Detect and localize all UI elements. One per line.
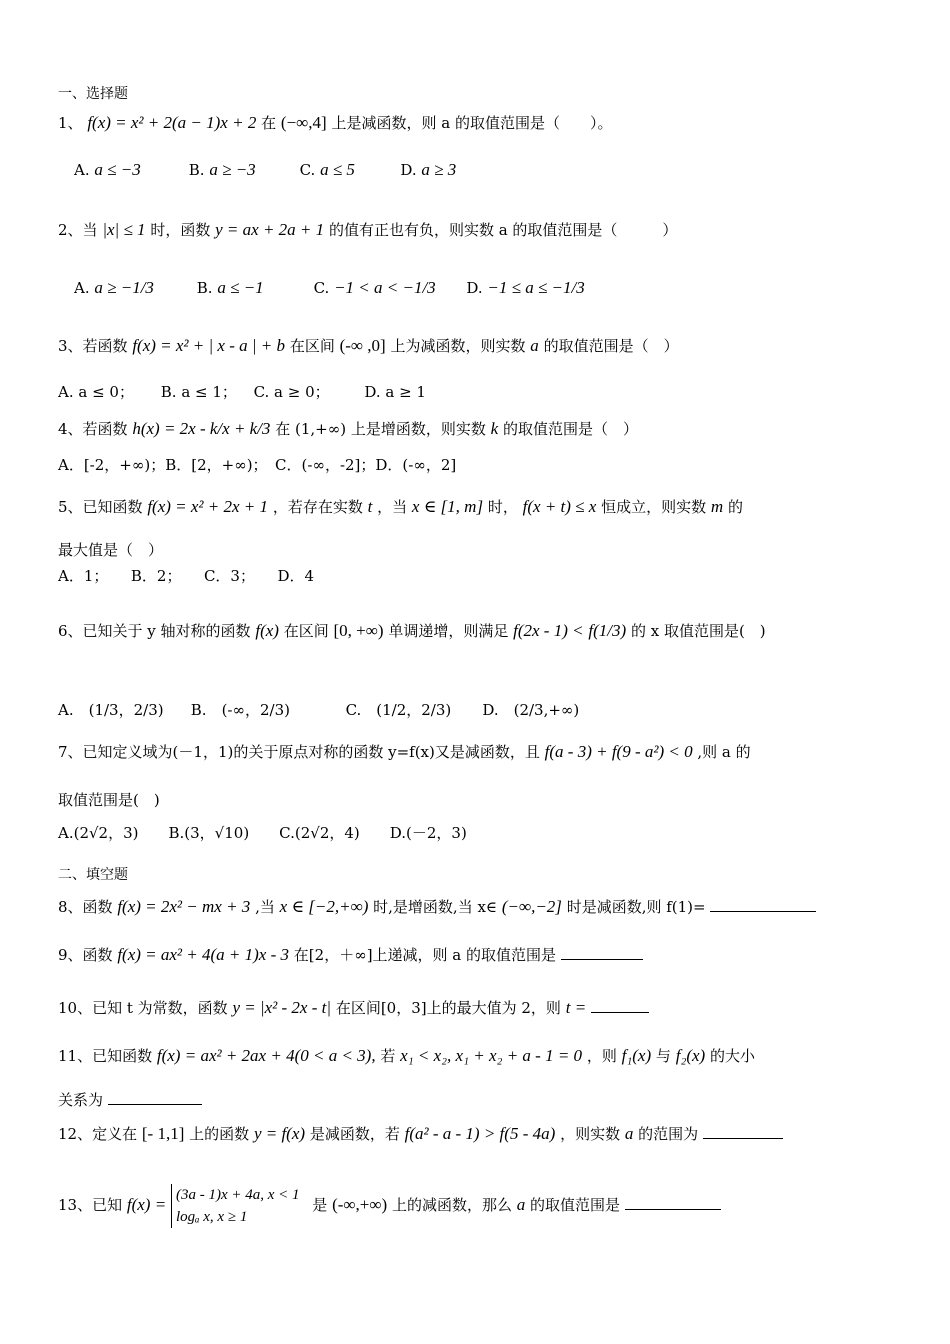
question-12: [58, 1124, 910, 1144]
q8-condition-1: x ∈ [−2,+∞): [279, 897, 369, 916]
q4-options: A．[-2，+∞)；B．[2，+∞)； C．(-∞，-2]；D．(-∞，2]: [58, 456, 457, 474]
q7-tail: ,则 a 的: [697, 743, 751, 761]
q11-text-3: 与: [655, 1047, 671, 1065]
section-heading-fill: 二、填空题: [58, 867, 128, 883]
q13-var: a: [516, 1195, 526, 1214]
q3-opt-b: B. a ≤ 1；: [160, 383, 237, 401]
question-3: [58, 336, 910, 356]
q4-number: 4、若函数: [58, 420, 128, 438]
q6-inequality-right: f(1/3): [588, 621, 627, 640]
q1-number: 1、: [58, 114, 83, 132]
q5-text-2: ，当: [377, 498, 408, 516]
question-10: [58, 998, 910, 1018]
q9-tail: 在[2，＋∞]上递减，则 a 的取值范围是: [293, 946, 557, 964]
q11-condition: x₁ < x₂, x₁ + x₂ + a - 1 = 0: [400, 1046, 583, 1065]
q1-opt-d-label: D.: [400, 161, 417, 179]
question-5: [58, 497, 910, 517]
q9-formula: f(x) = ax² + 4(a + 1)x - 3: [117, 945, 290, 964]
q5-formula: f(x) = x² + 2x + 1: [147, 497, 269, 516]
q6-text-2: 单调递增，则满足: [388, 622, 509, 640]
q3-var: a: [530, 336, 539, 355]
q12-var: a: [624, 1124, 634, 1143]
q8-answer-blank[interactable]: [710, 897, 816, 912]
q3-number: 3、若函数: [58, 337, 128, 355]
q5-text-1: ，若存在实数: [272, 498, 363, 516]
q13-case-1: (3a - 1)x + 4a, x < 1: [175, 1187, 300, 1203]
q11-f1: f₁(x): [621, 1046, 652, 1065]
q3-opt-d: D. a ≥ 1: [364, 383, 426, 401]
q6-mid: 在区间: [283, 622, 329, 640]
q11-text-2: ，则: [586, 1047, 617, 1065]
q7-options: A.(2√2，3) B.(3，√10) C.(2√2，4) D.(－2，3): [58, 824, 467, 842]
q1-options: [74, 160, 910, 180]
q12-answer-blank[interactable]: [703, 1124, 783, 1139]
q6-tail: 的 x 取值范围是( ): [630, 622, 766, 640]
q3-opt-a: A. a ≤ 0；: [58, 383, 134, 401]
q13-number: 13、已知: [58, 1196, 123, 1214]
q2-options: [74, 278, 910, 298]
q11-f2: f₂(x): [675, 1046, 706, 1065]
q10-answer-blank[interactable]: [591, 998, 649, 1013]
q13-function: f(x) =: [126, 1195, 167, 1214]
q8-number: 8、函数: [58, 898, 113, 916]
q2-opt-a: a ≥ −1/3: [94, 278, 154, 297]
q3-text: 上为减函数，则实数: [390, 337, 526, 355]
q1-opt-d: a ≥ 3: [421, 160, 457, 179]
q2-mid: 时，函数: [150, 221, 211, 239]
q2-opt-d-label: D.: [466, 279, 483, 297]
q5-number: 5、已知函数: [58, 498, 143, 516]
q13-text-1: 是: [312, 1196, 328, 1214]
q3-opt-c: C. a ≥ 0；: [253, 383, 330, 401]
q6-opt-b: B. (-∞，2/3): [190, 701, 290, 719]
q6-interval: [0, +∞): [333, 621, 384, 640]
q1-opt-c-label: C.: [299, 161, 316, 179]
q2-formula: y = ax + 2a + 1: [215, 220, 325, 239]
q8-text-2: 时,是增函数,当 x∈: [373, 898, 498, 916]
q13-tail-2: 的取值范围是: [530, 1196, 621, 1214]
q5-var-t: t: [367, 497, 373, 516]
q10-tail: 在区间[0，3]上的最大值为 2，则: [335, 999, 561, 1017]
q9-number: 9、函数: [58, 946, 113, 964]
section-heading-choice: 一、选择题: [58, 86, 128, 102]
q1-mid: 在: [261, 114, 277, 132]
q2-condition: |x| ≤ 1: [102, 220, 146, 239]
q6-inequality-left: f(2x - 1) <: [513, 621, 584, 640]
q3-mid: 在区间: [289, 337, 335, 355]
q8-text-1: ,当: [255, 898, 275, 916]
question-8: [58, 897, 910, 917]
q2-opt-a-label: A.: [74, 279, 90, 297]
q1-opt-b-label: B.: [188, 161, 205, 179]
question-7: [58, 742, 910, 762]
q12-formula: y = f(x): [253, 1124, 306, 1143]
question-9: [58, 945, 910, 965]
q12-text-1: 上的函数: [189, 1125, 250, 1143]
q5-inequality: f(x + t) ≤ x: [522, 497, 597, 516]
q2-opt-b: a ≤ −1: [217, 278, 264, 297]
q5-text-5: 的: [727, 498, 743, 516]
q13-interval: (-∞,+∞): [332, 1195, 388, 1214]
q6-opt-c: C. (1/2，2/3): [345, 701, 452, 719]
q1-opt-a: a ≤ −3: [94, 160, 141, 179]
q13-answer-blank[interactable]: [625, 1195, 721, 1210]
q12-text-2: 是减函数，若: [309, 1125, 400, 1143]
question-6: [58, 621, 910, 641]
q6-options: [58, 700, 910, 720]
q5-options: A．1； B．2； C．3； D．4: [58, 567, 315, 585]
q1-opt-a-label: A.: [74, 161, 90, 179]
q8-tail: 时是减函数,则 f(1)=: [566, 898, 706, 916]
q13-piecewise: [171, 1184, 300, 1228]
q2-text: 的值有正也有负，则实数 a 的取值范围是（ ）: [328, 221, 678, 239]
q7-inequality: f(a - 3) + f(9 - a²) < 0: [544, 742, 693, 761]
question-13: [58, 1184, 910, 1228]
q5-condition: x ∈ [1, m]: [411, 497, 484, 516]
q10-formula: y = |x² - 2x - t|: [232, 998, 332, 1017]
q6-function: f(x): [255, 621, 279, 640]
q8-condition-2: (−∞,−2]: [501, 897, 562, 916]
q6-opt-d: D. (2/3,+∞): [482, 701, 580, 719]
q1-interval: (−∞,4]: [280, 113, 327, 132]
q11-answer-blank[interactable]: [108, 1090, 202, 1105]
question-1: [58, 113, 910, 133]
question-4: [58, 419, 910, 439]
q7-text: 7、已知定义域为(－1，1)的关于原点对称的函数 y=f(x)又是减函数，且: [58, 743, 540, 761]
q13-case-2: logₐ x, x ≥ 1: [175, 1209, 248, 1225]
q12-tail: 的范围为: [638, 1125, 699, 1143]
q5-line-2: 最大值是（ ）: [58, 541, 164, 559]
q5-text-3: 时，: [487, 498, 518, 516]
q2-opt-d: −1 ≤ a ≤ −1/3: [487, 278, 585, 297]
q4-formula: h(x) = 2x - k/x + k/3: [132, 419, 271, 438]
q2-number: 2、当: [58, 221, 98, 239]
q1-text: 上是减函数，则 a 的取值范围是（ ）。: [331, 114, 613, 132]
q4-mid: 在 (1,+∞) 上是增函数，则实数: [275, 420, 486, 438]
q2-opt-b-label: B.: [196, 279, 213, 297]
q11-formula: f(x) = ax² + 2ax + 4(0 < a < 3),: [156, 1046, 376, 1065]
q7-line-2: 取值范围是( ): [58, 791, 160, 809]
q13-tail: 上的减函数，那么: [391, 1196, 512, 1214]
q12-text-3: ，则实数: [560, 1125, 621, 1143]
question-11: [58, 1046, 910, 1066]
q10-var: t =: [565, 998, 587, 1017]
q6-number: 6、已知关于 y 轴对称的函数: [58, 622, 251, 640]
q11-line-2-text: 关系为: [58, 1091, 104, 1109]
q11-line-2: [58, 1090, 910, 1110]
q8-formula: f(x) = 2x² − mx + 3: [117, 897, 251, 916]
q3-options: [58, 382, 910, 402]
q1-formula: f(x) = x² + 2(a − 1)x + 2: [87, 113, 257, 132]
q3-tail: 的取值范围是（ ）: [543, 337, 679, 355]
q11-number: 11、已知函数: [58, 1047, 153, 1065]
q11-text-4: 的大小: [710, 1047, 756, 1065]
q2-opt-c-label: C.: [313, 279, 330, 297]
q5-text-4: 恒成立，则实数: [601, 498, 707, 516]
q3-interval: (-∞ ,0]: [339, 336, 386, 355]
q11-text-1: 若: [380, 1047, 396, 1065]
q1-opt-b: a ≥ −3: [209, 160, 256, 179]
q12-number: 12、定义在: [58, 1125, 138, 1143]
q9-answer-blank[interactable]: [561, 945, 643, 960]
q12-inequality: f(a² - a - 1) > f(5 - 4a): [404, 1124, 556, 1143]
q2-opt-c: −1 < a < −1/3: [334, 278, 436, 297]
q5-var-m: m: [710, 497, 724, 516]
question-2: [58, 220, 910, 240]
q4-var: k: [490, 419, 499, 438]
q12-interval: [- 1,1]: [141, 1124, 185, 1143]
q4-tail: 的取值范围是（ ）: [502, 420, 638, 438]
q3-formula: f(x) = x² + | x - a | + b: [132, 336, 286, 355]
q1-opt-c: a ≤ 5: [320, 160, 355, 179]
q10-number: 10、已知 t 为常数，函数: [58, 999, 228, 1017]
q6-opt-a: A. (1/3，2/3): [58, 701, 164, 719]
